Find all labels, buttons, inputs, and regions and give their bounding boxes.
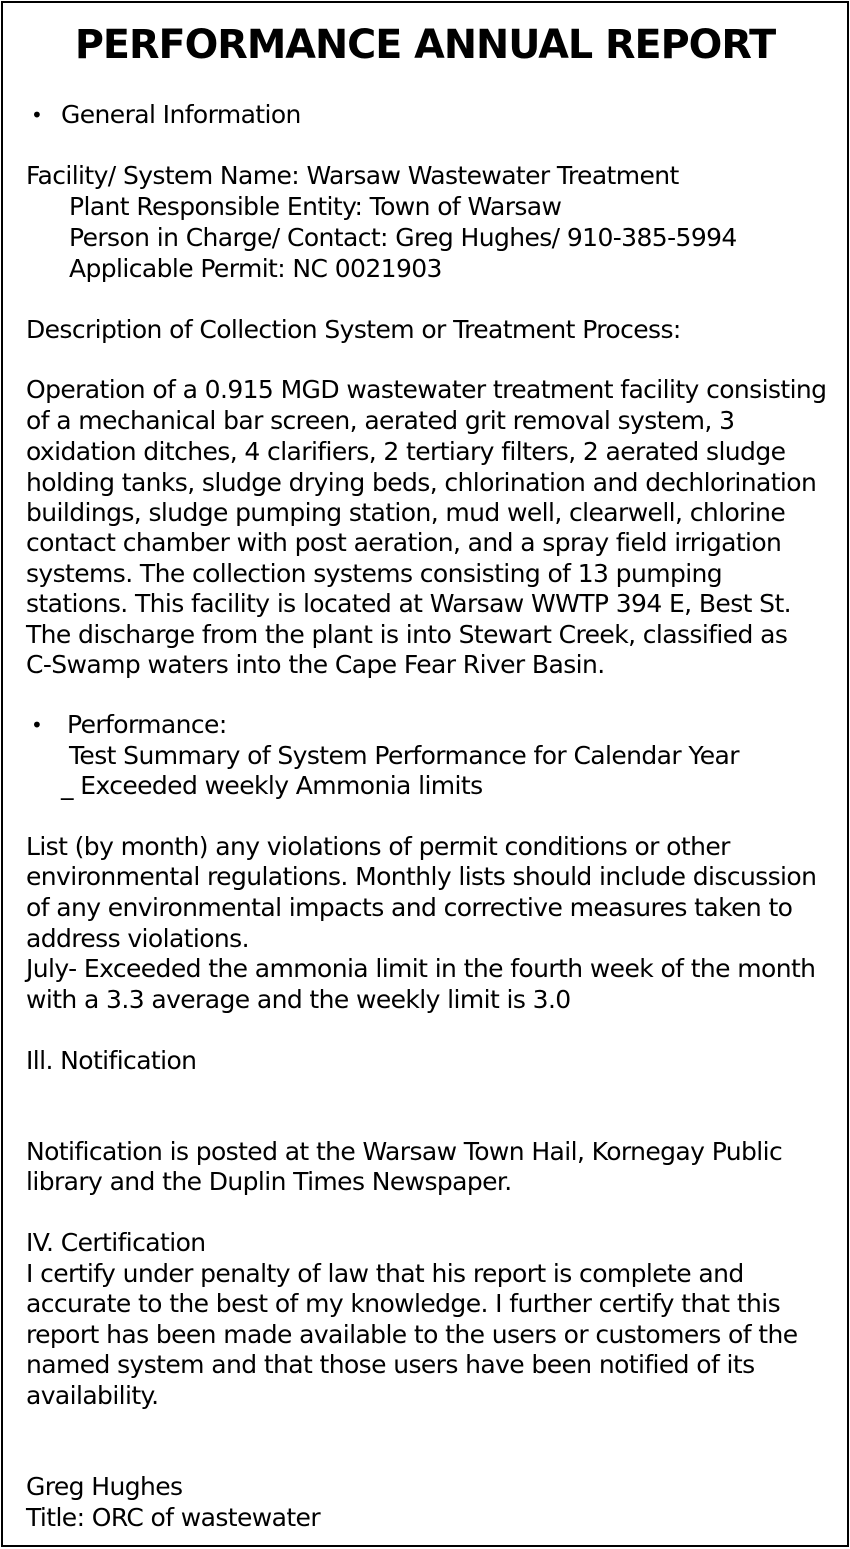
notification-line: Notification is posted at the Warsaw Town Hail, Kornegay Public — [26, 1137, 783, 1166]
responsible-entity: Plant Responsible Entity: Town of Warsaw — [69, 192, 562, 221]
description-line: of a mechanical bar screen, aerated grit removal system, 3 — [26, 406, 735, 435]
facility-name: Facility/ System Name: Warsaw Wastewater Treatment — [26, 161, 679, 190]
general-bullet: • — [31, 103, 43, 127]
signature-title: Title: ORC of wastewater — [26, 1503, 320, 1532]
violations-line: environmental regulations. Monthly lists should include discussion — [26, 862, 817, 891]
certification-line: named system and that those users have been notified of its — [26, 1350, 755, 1379]
description-line: oxidation ditches, 4 clarifiers, 2 tertiary filters, 2 aerated sludge — [26, 437, 786, 466]
performance-bullet: • — [31, 713, 43, 737]
report-page — [1, 1, 849, 1547]
description-line: buildings, sludge pumping station, mud well, clearwell, chlorine — [26, 498, 786, 527]
certification-line: accurate to the best of my knowledge. I further certify that this — [26, 1289, 781, 1318]
contact-person: Person in Charge/ Contact: Greg Hughes/ 910-385-5994 — [69, 223, 737, 252]
description-line: stations. This facility is located at Warsaw WWTP 394 E, Best St. — [26, 589, 791, 618]
general-heading: General Information — [61, 100, 301, 129]
violations-line: address violations. — [26, 924, 249, 953]
violations-line: with a 3.3 average and the weekly limit is 3.0 — [26, 985, 571, 1014]
performance-item: _ Exceeded weekly Ammonia limits — [61, 771, 483, 800]
violations-line: List (by month) any violations of permit conditions or other — [26, 832, 730, 861]
report-title: PERFORMANCE ANNUAL REPORT — [74, 22, 776, 68]
performance-summary: Test Summary of System Performance for Calendar Year — [69, 741, 739, 770]
performance-heading: Performance: — [67, 710, 227, 739]
violations-line: July- Exceeded the ammonia limit in the fourth week of the month — [26, 954, 816, 983]
description-line: The discharge from the plant is into Stewart Creek, classified as — [26, 620, 788, 649]
description-line: holding tanks, sludge drying beds, chlorination and dechlorination — [26, 468, 817, 497]
description-line: contact chamber with post aeration, and a spray field irrigation — [26, 528, 782, 557]
certification-heading: IV. Certification — [26, 1228, 206, 1257]
description-line: Operation of a 0.915 MGD wastewater treatment facility consisting — [26, 375, 827, 404]
violations-line: of any environmental impacts and corrective measures taken to — [26, 893, 793, 922]
certification-line: report has been made available to the users or customers of the — [26, 1320, 798, 1349]
description-line: systems. The collection systems consisting of 13 pumping — [26, 559, 723, 588]
notification-line: library and the Duplin Times Newspaper. — [26, 1167, 512, 1196]
certification-line: availability. — [26, 1381, 159, 1410]
description-line: C-Swamp waters into the Cape Fear River Basin. — [26, 650, 605, 679]
signature-name: Greg Hughes — [26, 1472, 183, 1501]
applicable-permit: Applicable Permit: NC 0021903 — [69, 254, 442, 283]
certification-line: I certify under penalty of law that his report is complete and — [26, 1259, 744, 1288]
description-heading: Description of Collection System or Treatment Process: — [26, 315, 681, 344]
notification-heading: Ill. Notification — [26, 1046, 197, 1075]
